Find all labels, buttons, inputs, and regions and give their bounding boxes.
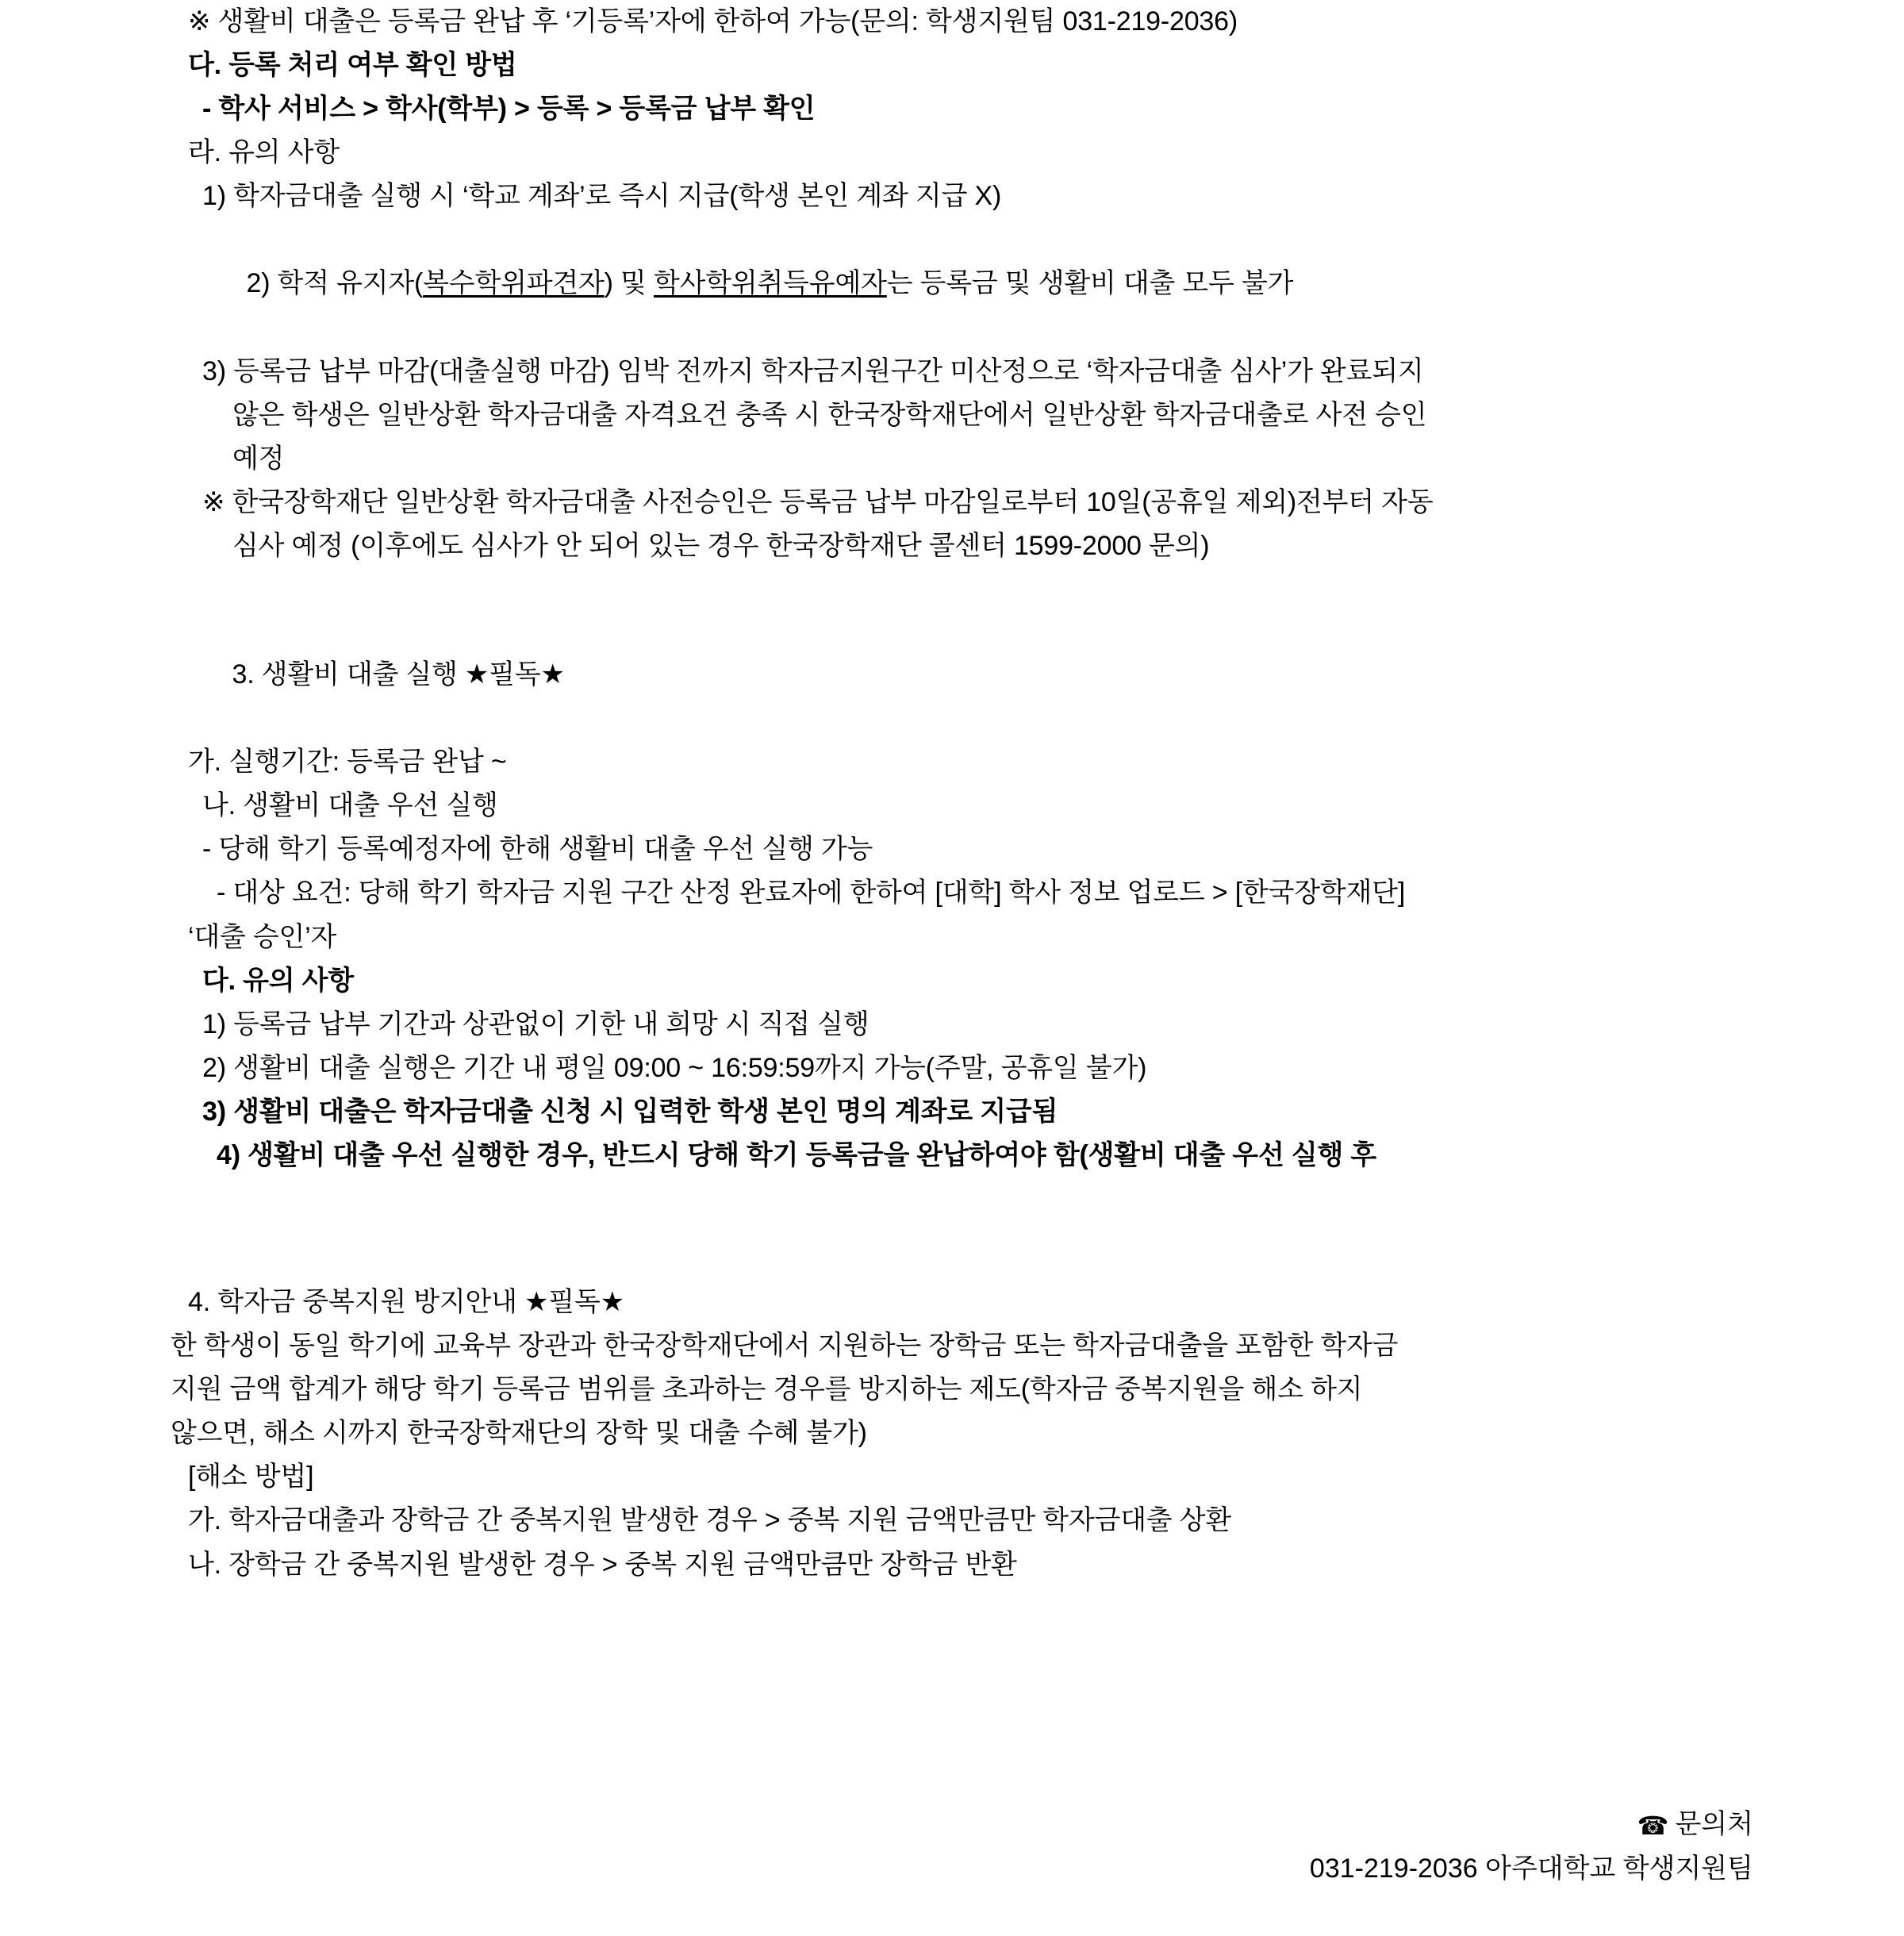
footer-contact-line: 031-219-2036 아주대학교 학생지원팀 <box>1309 1853 1753 1884</box>
section-4-para-line1: 4. 학자금 중복지원 방지안내 ★필독★ <box>188 1287 624 1318</box>
underlined-term-2: 학사학위취득유예자 <box>653 268 887 299</box>
section-4-para-line2: 한 학생이 동일 학기에 교육부 장관과 한국장학재단에서 지원하는 장학금 또는 학자금대출을 포함한 학자금 <box>171 1331 1399 1362</box>
section-4-ga: [해소 방법] <box>188 1462 314 1492</box>
list-item-2-mid: ) 및 <box>604 268 654 299</box>
document-body <box>171 0 1757 1587</box>
list-item-3-cont2: 예정 <box>232 443 285 474</box>
list-item-2-suffix: 는 등록금 및 생활비 대출 모두 불가 <box>886 268 1294 299</box>
list-item-2 <box>202 218 1757 349</box>
note-line: ※ 생활비 대출은 등록금 완납 후 ‘기등록’자에 한하여 가능(문의: 학생지원팀 031-219-2036) <box>188 6 1238 36</box>
section-4-subheading: 않으면, 해소 시까지 한국장학재단의 장학 및 대출 수혜 불가) <box>171 1418 867 1449</box>
list-item-3: 3) 등록금 납부 마감(대출실행 마감) 임박 전까지 학자금지원구간 미산정으로 ‘학자금대출 심사’가 완료되지 <box>202 355 1424 386</box>
section-3-na-item2-cont: - 대상 요건: 당해 학기 학자금 지원 구간 산정 완료자에 한하여 [대학] 학사 정보 업로드 > [한국장학재단] <box>217 878 1406 908</box>
section-3-da-item2: 1) 등록금 납부 기간과 상관없이 기한 내 희망 시 직접 실행 <box>202 1008 869 1039</box>
heading-da: 다. 등록 처리 여부 확인 방법 <box>188 50 517 81</box>
list-item-1: 1) 학자금대출 실행 시 ‘학교 계좌’로 즉시 지급(학생 본인 계좌 지급 X) <box>202 181 1002 212</box>
telephone-icon: ☎ <box>1637 1811 1669 1841</box>
section-3-da: ‘대출 승인’자 <box>188 921 337 952</box>
footer-label: 문의처 <box>1675 1809 1753 1840</box>
footer-label-line <box>1310 1803 1753 1846</box>
spacer-1 <box>171 568 1757 609</box>
list-item-3-cont1: 않은 학생은 일반상환 학자금대출 자격요건 충족 시 한국장학재단에서 일반상환 학자금대출로 사전 승인 <box>232 399 1427 430</box>
section-3-da-item4: 3) 생활비 대출은 학자금대출 신청 시 입력한 학생 본인 명의 계좌로 지급됨 <box>202 1096 1058 1127</box>
note-line-2-cont: 심사 예정 (이후에도 심사가 안 되어 있는 경우 한국장학재단 콜센터 1599-2000 문의) <box>232 530 1210 561</box>
section-3-da-item4-cont: 4) 생활비 대출 우선 실행한 경우, 반드시 당해 학기 등록금을 완납하여야 함(생활비 대출 우선 실행 후 <box>217 1139 1377 1170</box>
section-4-para-line3: 지원 금액 합계가 해당 학기 등록금 범위를 초과하는 경우를 방지하는 제도(학자금 중복지원을 해소 하지 <box>171 1374 1363 1405</box>
section-3-da-item1: 다. 유의 사항 <box>202 965 354 996</box>
footer-contact <box>1310 1803 1753 1890</box>
underlined-term-1: 복수학위파견자 <box>423 268 605 299</box>
path-line: - 학사 서비스 > 학사(학부) > 등록 > 등록금 납부 확인 <box>202 94 816 125</box>
spacer-2 <box>171 1177 1757 1281</box>
section-3-ga <box>188 609 1757 740</box>
section-3-da-item3: 2) 생활비 대출 실행은 기간 내 평일 09:00 ~ 16:59:59까지 가능(주말, 공휴일 불가) <box>202 1052 1147 1083</box>
section-3-ga-text: 3. 생활비 대출 실행 ★필독★ <box>232 659 565 690</box>
section-3-na: 가. 실행기간: 등록금 완납 ~ <box>188 747 514 778</box>
heading-ra: 라. 유의 사항 <box>188 137 340 168</box>
note-line-2: ※ 한국장학재단 일반상환 학자금대출 사전승인은 등록금 납부 마감일로부터 10일(공휴일 제외)전부터 자동 <box>202 486 1434 517</box>
section-4-star-note: 나. 장학금 간 중복지원 발생한 경우 > 중복 지원 금액만큼만 장학금 반환 <box>188 1549 1017 1580</box>
section-3-na-item2: - 당해 학기 등록예정자에 한해 생활비 대출 우선 실행 가능 <box>202 834 873 865</box>
section-3-na-item1: 나. 생활비 대출 우선 실행 <box>202 790 498 821</box>
list-item-2-prefix: 2) 학적 유지자( <box>246 268 424 299</box>
section-4-na: 가. 학자금대출과 장학금 간 중복지원 발생한 경우 > 중복 지원 금액만큼만 학자금대출 상환 <box>188 1505 1232 1536</box>
